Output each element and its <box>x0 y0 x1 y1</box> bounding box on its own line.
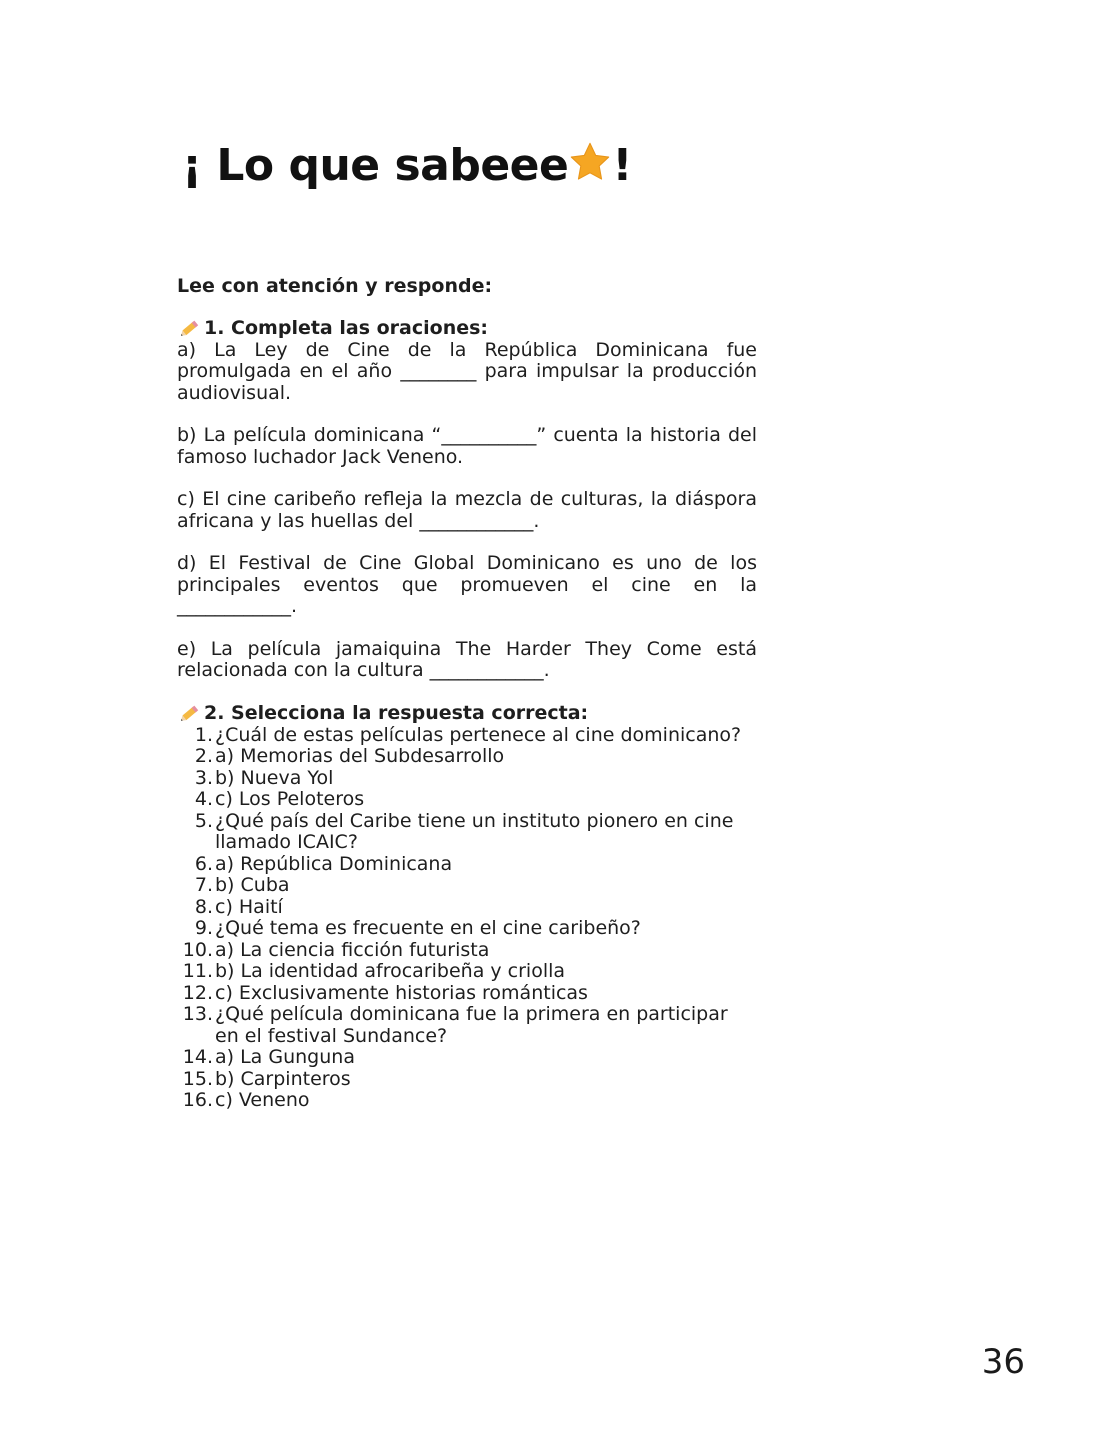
sentence-b: b) La película dominicana “__________” cuenta la historia del famoso luchador Jack Veneno. <box>177 424 757 468</box>
page-title-text: ¡ Lo que sabeee <box>182 140 569 191</box>
item-text: ¿Qué país del Caribe tiene un instituto pionero en cine llamado ICAIC? <box>215 809 734 853</box>
item-number: 4. <box>194 788 213 810</box>
item-number: 1. <box>194 723 213 746</box>
section-2-heading-text: 2. Selecciona la respuesta correcta: <box>204 701 589 724</box>
item-text: ¿Qué película dominicana fue la primera en participar en el festival Sundance? <box>215 1003 728 1047</box>
page-title <box>182 140 632 191</box>
list-item <box>177 768 757 790</box>
item-text: a) La ciencia ficción futurista <box>215 938 490 961</box>
list-item <box>177 983 757 1005</box>
page-title-suffix: ! <box>612 140 632 191</box>
sentence-d: d) El Festival de Cine Global Dominicano es uno de los principales eventos que promueven el cine en la ____________. <box>177 552 757 617</box>
item-number: 6. <box>194 852 213 875</box>
list-item <box>177 854 757 876</box>
item-text: b) Nueva Yol <box>215 766 334 789</box>
item-text: c) Haití <box>215 895 283 918</box>
item-number: 12. <box>182 981 213 1004</box>
list-item <box>177 918 757 940</box>
item-number: 3. <box>194 766 213 789</box>
item-text: b) Carpinteros <box>215 1067 351 1090</box>
item-text: a) República Dominicana <box>215 852 453 875</box>
list-item <box>177 940 757 962</box>
list-item <box>177 1047 757 1069</box>
item-number: 7. <box>194 874 213 896</box>
item-text: c) Los Peloteros <box>215 788 365 810</box>
options-list <box>177 725 757 1112</box>
section-1-heading-text: 1. Completa las oraciones: <box>204 316 489 339</box>
section-2-heading <box>177 703 757 725</box>
list-item <box>177 961 757 983</box>
item-number: 9. <box>194 917 213 939</box>
page-number: 36 <box>981 1342 1025 1382</box>
item-number: 8. <box>194 895 213 918</box>
pencil-icon <box>177 318 201 340</box>
item-text: a) Memorias del Subdesarrollo <box>215 745 505 767</box>
list-item <box>177 746 757 768</box>
list-item <box>177 1090 757 1112</box>
instructions: Lee con atención y responde: <box>177 275 493 297</box>
list-item <box>177 1069 757 1091</box>
pencil-icon <box>177 703 201 725</box>
list-item <box>177 875 757 897</box>
item-text: ¿Qué tema es frecuente en el cine caribeño? <box>215 917 641 939</box>
item-number: 13. <box>182 1003 213 1025</box>
sentence-e: e) La película jamaiquina The Harder They Come está relacionada con la cultura ____________. <box>177 637 757 681</box>
worksheet-content <box>177 276 757 1112</box>
item-number: 2. <box>194 745 213 767</box>
item-text: c) Exclusivamente historias románticas <box>215 981 588 1004</box>
sentence-c: c) El cine caribeño refleja la mezcla de culturas, la diáspora africana y las huellas del ____________. <box>177 488 757 532</box>
list-item <box>177 789 757 811</box>
item-number: 11. <box>182 960 213 982</box>
item-text: b) Cuba <box>215 874 290 896</box>
item-number: 16. <box>182 1089 213 1111</box>
list-item <box>177 725 757 747</box>
item-number: 5. <box>194 809 213 832</box>
section-select-answer <box>177 703 757 1112</box>
item-text: ¿Cuál de estas películas pertenece al cine dominicano? <box>215 723 742 746</box>
list-item <box>177 811 757 854</box>
star-icon <box>568 140 612 184</box>
item-number: 15. <box>182 1067 213 1090</box>
item-number: 10. <box>182 938 213 961</box>
list-item <box>177 897 757 919</box>
item-text: a) La Gunguna <box>215 1046 355 1068</box>
list-item <box>177 1004 757 1047</box>
sentence-a: a) La Ley de Cine de la República Dominicana fue promulgada en el año ________ para impulsar la producción audiovisual. <box>177 338 757 404</box>
section-1-heading <box>177 318 757 340</box>
item-text: c) Veneno <box>215 1089 310 1111</box>
item-number: 14. <box>182 1046 213 1068</box>
section-complete-sentences <box>177 318 757 682</box>
item-text: b) La identidad afrocaribeña y criolla <box>215 960 566 982</box>
